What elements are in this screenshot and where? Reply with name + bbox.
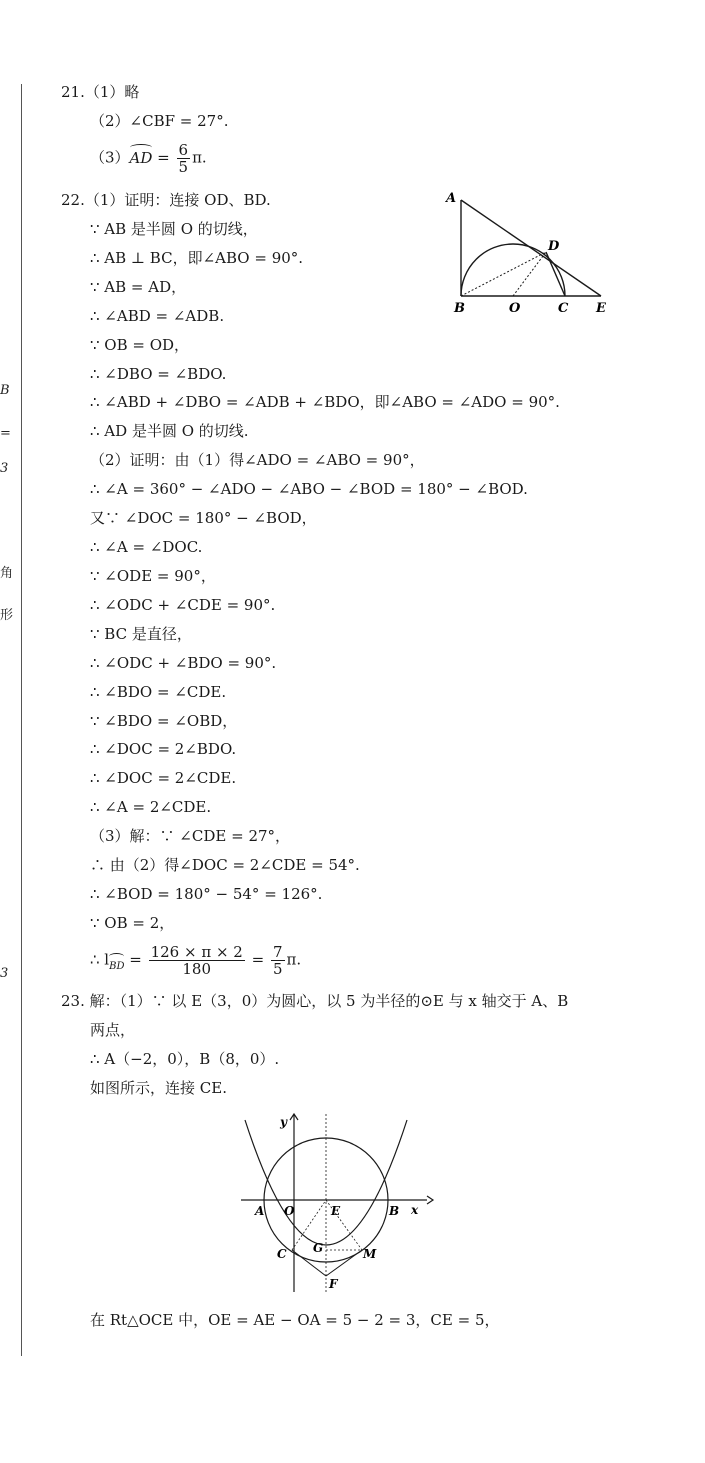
q22-line: （2）证明：由（1）得∠ADO = ∠ABO = 90°， (90, 451, 425, 469)
label-d: D (548, 239, 560, 254)
segment-mf (326, 1250, 362, 1276)
label-o: O (509, 301, 521, 316)
q22-line: ∵ AB 是半圆 O 的切线， (90, 220, 258, 238)
q22-line: ∴ ∠DOC = 2∠BDO. (90, 740, 237, 758)
fraction (177, 142, 191, 175)
q23-line: 如图所示，连接 CE. (90, 1079, 227, 1097)
q22-line: （3）解：∵ ∠CDE = 27°， (90, 827, 291, 845)
q22-line: ∴ AB ⊥ BC，即∠ABO = 90°. (90, 249, 304, 267)
q22-line: ∴ ∠A = ∠DOC. (90, 538, 203, 556)
q23-line: 两点， (90, 1021, 136, 1039)
q21-eq: = (152, 148, 175, 167)
q23-line: 在 Rt△OCE 中，OE = AE − OA = 5 − 2 = 3，CE = 5， (90, 1311, 500, 1329)
label-y: y (280, 1115, 287, 1129)
q21-suffix: π. (192, 148, 207, 167)
q23-line: 23. 解：（1）∵ 以 E（3，0）为圆心，以 5 为半径的⊙E 与 x 轴交于 A、B (61, 992, 569, 1010)
q22-line: ∴ ∠A = 360° − ∠ADO − ∠ABO − ∠BOD = 180° − ∠BOD. (90, 480, 528, 498)
label-c: C (558, 301, 569, 316)
segment-bd (461, 252, 546, 296)
label-b: B (389, 1204, 400, 1218)
q22-line: ∵ AB = AD， (90, 278, 187, 296)
fraction (271, 944, 285, 977)
label-a: A (446, 191, 457, 206)
q22-line: ∵ OB = 2， (90, 914, 175, 932)
q22-figure (440, 188, 620, 318)
q22-line: ∴ AD 是半圆 O 的切线. (90, 422, 249, 440)
x-axis-arrow (427, 1196, 433, 1204)
segment-od (513, 252, 546, 296)
label-m: M (363, 1247, 377, 1261)
q22-line: ∴ ∠BOD = 180° − 54° = 126°. (90, 885, 323, 903)
margin-fragment: B (0, 383, 10, 398)
q22-line: ∵ ∠ODE = 90°， (90, 567, 216, 585)
arc-bd-subscript: BD (109, 957, 124, 977)
segment-ae (461, 200, 601, 296)
denominator: 5 (178, 158, 189, 176)
q22-line: ∴ ∠ABD + ∠DBO = ∠ADB + ∠BDO，即∠ABO = ∠ADO = 90°. (90, 393, 560, 411)
label-b: B (454, 301, 465, 316)
label-x: x (411, 1203, 419, 1217)
q22-line: ∴ ∠A = 2∠CDE. (90, 798, 212, 816)
q22-line-arc-length (90, 944, 301, 977)
arc-ad: AD (129, 148, 153, 167)
margin-fragment: 角 (0, 566, 14, 581)
q22-line: ∴ ∠BDO = ∠CDE. (90, 683, 227, 701)
q22-line: ∵ BC 是直径， (90, 625, 192, 643)
margin-fragment: 3 (0, 966, 9, 981)
q21-prefix: （3） (90, 148, 130, 167)
denominator: 180 (182, 960, 212, 978)
numerator: 6 (178, 141, 189, 159)
q22-last-prefix: ∴ l (90, 950, 110, 969)
left-margin-rule (21, 84, 22, 1356)
q22-last-suffix: π. (286, 950, 302, 969)
denominator: 5 (272, 960, 283, 978)
q22-line: ∴ ∠ODC + ∠BDO = 90°. (90, 654, 277, 672)
numerator: 7 (272, 943, 283, 961)
label-f: F (329, 1277, 338, 1291)
q23-line: ∴ A（−2，0），B（8，0）. (90, 1050, 280, 1068)
q23-figure (235, 1110, 435, 1295)
q22-line: 22.（1）证明：连接 OD、BD. (61, 191, 271, 209)
margin-fragment: 形 (0, 608, 14, 623)
q22-line: ∴ ∠DBO = ∠BDO. (90, 365, 227, 383)
margin-fragment: = (0, 426, 11, 441)
fraction (149, 944, 245, 977)
q21-line: （2）∠CBF = 27°. (90, 112, 229, 130)
q22-line: ∴ 由（2）得∠DOC = 2∠CDE = 54°. (90, 856, 360, 874)
label-c: C (277, 1247, 287, 1261)
q21-line-arc (90, 142, 207, 175)
q22-line: ∵ OB = OD， (90, 336, 190, 354)
q22-line: 又∵ ∠DOC = 180° − ∠BOD， (90, 509, 317, 527)
q22-line: ∴ ∠ABD = ∠ADB. (90, 307, 225, 325)
q22-line: ∴ ∠DOC = 2∠CDE. (90, 769, 237, 787)
label-e: E (331, 1204, 341, 1218)
label-o: O (284, 1204, 295, 1218)
q22-line: ∴ ∠ODC + ∠CDE = 90°. (90, 596, 276, 614)
q22-last-eq1: = (124, 950, 147, 969)
numerator: 126 × π × 2 (150, 943, 243, 961)
label-e: E (596, 301, 606, 316)
margin-fragment: 3 (0, 461, 9, 476)
q22-line: ∵ ∠BDO = ∠OBD， (90, 712, 238, 730)
q22-last-eq2: = (246, 950, 269, 969)
label-g: G (313, 1241, 324, 1255)
q21-line: 21.（1）略 (61, 83, 140, 101)
segment-dc (546, 252, 565, 296)
label-a: A (255, 1204, 265, 1218)
